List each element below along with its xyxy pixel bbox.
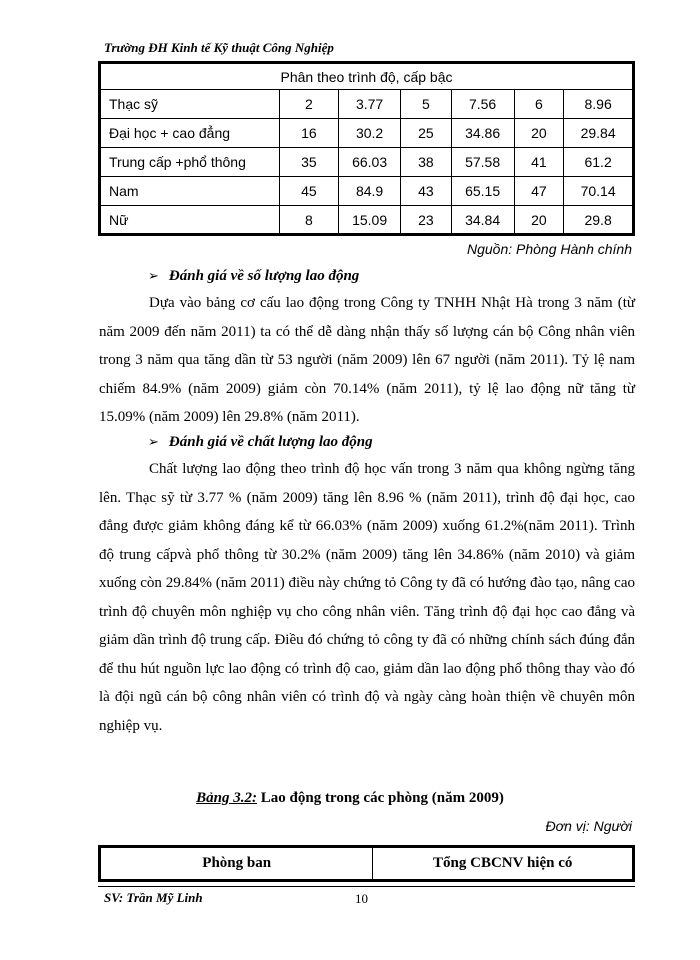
- table-cell: 70.14: [564, 177, 634, 206]
- caption-text: Lao động trong các phòng (năm 2009): [257, 790, 504, 806]
- heading-text: Đánh giá về số lượng lao động: [168, 268, 360, 284]
- table-cell: 29.84: [564, 119, 634, 148]
- table-cell: 23: [401, 206, 452, 235]
- page-number: 10: [355, 891, 368, 906]
- table-cell: 8: [279, 206, 339, 235]
- table-row: [100, 148, 634, 177]
- table-cell: 16: [279, 119, 339, 148]
- section-heading-quality: [148, 434, 373, 451]
- table-cell: 7.56: [451, 90, 514, 119]
- running-header: Trường ĐH Kinh tế Kỹ thuật Công Nghiệp: [104, 40, 334, 55]
- table-cell: 66.03: [339, 148, 401, 177]
- row-label: Trung cấp +phổ thông: [100, 148, 280, 177]
- caption-number: Bảng 3.2:: [196, 790, 257, 806]
- arrow-bullet-icon: ➢: [148, 435, 159, 450]
- table-row: [100, 119, 634, 148]
- column-header: Phòng ban: [100, 847, 373, 881]
- table-cell: 47: [514, 177, 564, 206]
- section-heading-quantity: [148, 268, 359, 285]
- table-cell: 35: [279, 148, 339, 177]
- row-label: Đại học + cao đẳng: [100, 119, 280, 148]
- table-cell: 43: [401, 177, 452, 206]
- table-cell: 45: [279, 177, 339, 206]
- table-section-title: Phân theo trình độ, cấp bậc: [100, 64, 634, 90]
- table-cell: 41: [514, 148, 564, 177]
- paragraph-quality: [99, 455, 635, 740]
- table-cell: 25: [401, 119, 452, 148]
- footer-rule: [98, 886, 635, 887]
- table-row: [100, 177, 634, 206]
- table-cell: 65.15: [451, 177, 514, 206]
- table-row: [100, 90, 634, 119]
- table-cell: 6: [514, 90, 564, 119]
- row-label: Thạc sỹ: [100, 90, 280, 119]
- labor-structure-table: [98, 63, 635, 236]
- row-label: Nam: [100, 177, 280, 206]
- table-cell: 34.86: [451, 119, 514, 148]
- footer-author: SV: Trần Mỹ Linh: [104, 890, 203, 905]
- table-source-note: Nguồn: Phòng Hành chính: [466, 241, 632, 257]
- table-cell: 20: [514, 206, 564, 235]
- table-cell: 8.96: [564, 90, 634, 119]
- table-cell: 30.2: [339, 119, 401, 148]
- unit-note: Đơn vị: Người: [545, 818, 632, 834]
- arrow-bullet-icon: ➢: [148, 269, 159, 284]
- table-cell: 15.09: [339, 206, 401, 235]
- table-cell: 57.58: [451, 148, 514, 177]
- table-cell: 34.84: [451, 206, 514, 235]
- department-labor-table: [98, 845, 635, 882]
- paragraph-quantity: [99, 289, 635, 432]
- table-cell: 61.2: [564, 148, 634, 177]
- row-label: Nữ: [100, 206, 280, 235]
- table-cell: 2: [279, 90, 339, 119]
- paragraph-text: Dựa vào bảng cơ cấu lao động trong Công ty TNHH Nhật Hà trong 3 năm (từ năm 2009 đến năm 2011) ta có thể dễ dàng nhận thấy số lượng cán bộ Công nhân viên trong 3 năm qua tăng dần từ 53 người (năm 2009) lên 67 người (năm 2011). Tỷ lệ nam chiếm 84.9% (năm 2009) giảm còn 70.14% (năm 2011), tỷ lệ lao động nữ tăng từ 15.09% (năm 2009) lên 29.8% (năm 2011).: [99, 295, 635, 425]
- table-caption: [0, 790, 700, 807]
- table-cell: 5: [401, 90, 452, 119]
- heading-text: Đánh giá về chất lượng lao động: [168, 434, 373, 450]
- table-cell: 38: [401, 148, 452, 177]
- table-cell: 20: [514, 119, 564, 148]
- table-cell: 3.77: [339, 90, 401, 119]
- table-cell: 29.8: [564, 206, 634, 235]
- column-header: Tổng CBCNV hiện có: [373, 847, 634, 881]
- paragraph-text: Chất lượng lao động theo trình độ học vấn trong 3 năm qua không ngừng tăng lên. Thạc sỹ từ 3.77 % (năm 2009) tăng lên 8.96 % (năm 2011), trình độ đại học, cao đẳng được giảm không đáng kể từ 66.03% (năm 2009) xuống 61.2%(năm 2011). Trình độ trung cấpvà phổ thông từ 30.2% (năm 2009) tăng lên 34.86% (năm 2010) và giảm xuống còn 29.84% (năm 2011) điều này chứng tỏ Công ty đã có hướng đào tạo, nâng cao trình độ chuyên môn nghiệp vụ cho công nhân viên. Tăng trình độ đại học cao đẳng và giảm dần trình độ trung cấp. Điều đó chứng tỏ công ty đã có những chính sách đúng đắn để thu hút nguồn lực lao động có trình độ cao, giảm dần lao động phổ thông thay vào đó là đội ngũ cán bộ công nhân viên có trình độ và ngày càng hoàn thiện về chuyên môn nghiệp vụ.: [99, 461, 635, 734]
- table-cell: 84.9: [339, 177, 401, 206]
- table-row: [100, 206, 634, 235]
